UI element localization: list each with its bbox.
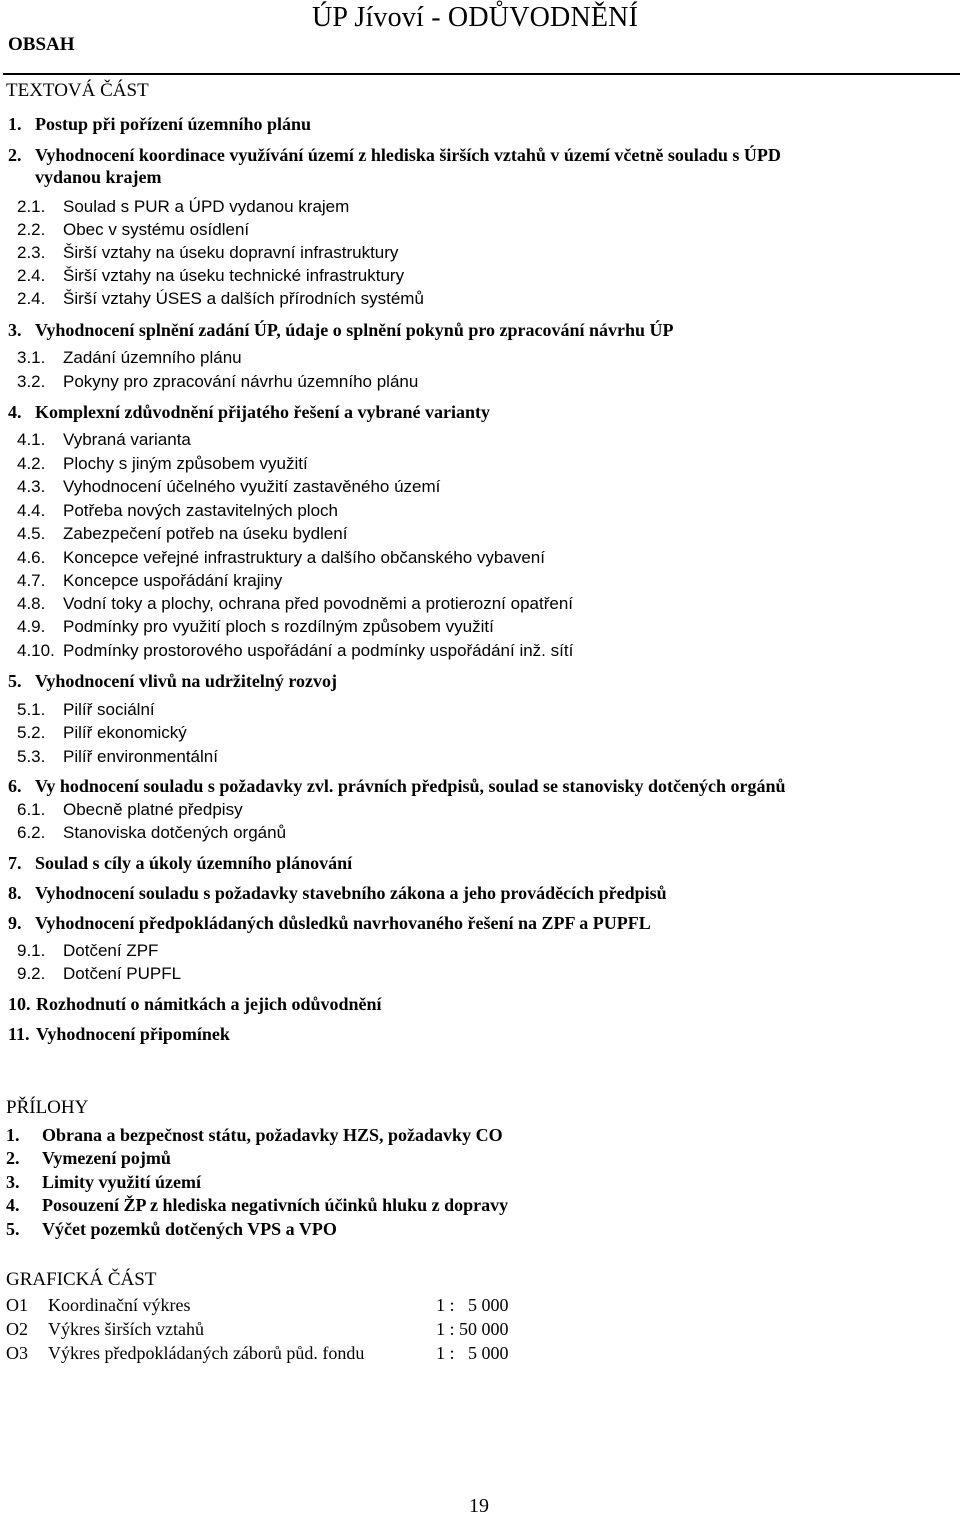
toc-text: Obecně platné předpisy [63, 800, 243, 819]
toc-number: 4.10. [17, 641, 55, 660]
toc-subchapter [17, 548, 545, 568]
toc-text: Vyhodnocení připomínek [36, 1024, 230, 1044]
toc-subchapter [17, 477, 440, 497]
toc-text: Pilíř sociální [63, 700, 155, 719]
drawing-scale: 1 : 5 000 [436, 1343, 509, 1363]
toc-text: Vy hodnocení souladu s požadavky zvl. právních předpisů, soulad se stanovisky dotčených orgánů [35, 776, 786, 796]
textova-cast-heading: TEXTOVÁ ČÁST [6, 80, 149, 101]
toc-subchapter [17, 266, 404, 286]
toc-number: 2.3. [17, 243, 46, 262]
toc-text: Soulad s PUR a ÚPD vydanou krajem [63, 197, 350, 216]
toc-subchapter [17, 800, 243, 820]
toc-text: Vyhodnocení vlivů na udržitelný rozvoj [35, 671, 338, 691]
toc-number: 3.2. [17, 372, 46, 391]
toc-chapter-continuation: vydanou krajem [35, 167, 162, 187]
toc-number: 4.7. [17, 571, 46, 590]
priloha-text: Obrana a bezpečnost státu, požadavky HZS, požadavky CO [42, 1125, 503, 1145]
toc-chapter [8, 671, 337, 692]
drawing-name: Koordinační výkres [48, 1295, 191, 1315]
toc-number: 4.1. [17, 430, 46, 449]
toc-number: 5.1. [17, 700, 46, 719]
priloha-text: Výčet pozemků dotčených VPS a VPO [42, 1219, 337, 1239]
toc-text: Rozhodnutí o námitkách a jejich odůvodnění [36, 994, 382, 1014]
toc-subchapter [17, 524, 347, 544]
toc-number: 6.1. [17, 800, 46, 819]
toc-text: Pilíř ekonomický [63, 723, 187, 742]
toc-chapter [8, 114, 311, 135]
priloha-text: Vymezení pojmů [42, 1148, 171, 1168]
toc-text: Zadání územního plánu [63, 348, 242, 367]
priloha-text: Posouzení ŽP z hlediska negativních účinků hluku z dopravy [42, 1195, 509, 1215]
priloha-number: 2. [6, 1148, 20, 1168]
drawing-row [6, 1319, 509, 1340]
toc-number: 10. [8, 994, 31, 1014]
toc-text: Pilíř environmentální [63, 747, 218, 766]
document-title: ÚP Jívoví - ODŮVODNĚNÍ [312, 2, 639, 33]
toc-subchapter [17, 941, 158, 961]
toc-number: 4.9. [17, 617, 46, 636]
toc-text: Širší vztahy ÚSES a dalších přírodních systémů [63, 289, 424, 308]
contents-label: OBSAH [8, 34, 75, 55]
priloha-number: 1. [6, 1125, 20, 1145]
drawing-name: Výkres širších vztahů [48, 1319, 204, 1339]
toc-subchapter [17, 454, 308, 474]
toc-number: 2. [8, 145, 22, 165]
toc-subchapter [17, 700, 155, 720]
toc-number: 4. [8, 402, 22, 422]
toc-text: Vyhodnocení předpokládaných důsledků navrhovaného řešení na ZPF a PUPFL [35, 913, 651, 933]
toc-subchapter [17, 220, 249, 240]
toc-number: 2.2. [17, 220, 46, 239]
drawing-row [6, 1295, 509, 1316]
toc-number: 3.1. [17, 348, 46, 367]
toc-subchapter [17, 348, 242, 368]
toc-text: Plochy s jiným způsobem využití [63, 454, 308, 473]
toc-number: 4.5. [17, 524, 46, 543]
priloha-item [6, 1125, 503, 1146]
toc-text: Koncepce veřejné infrastruktury a dalšího občanského vybavení [63, 548, 545, 567]
toc-number: 4.2. [17, 454, 46, 473]
toc-number: 6. [8, 776, 22, 796]
toc-chapter [8, 913, 651, 934]
prilohy-heading: PŘÍLOHY [6, 1097, 89, 1118]
toc-chapter [8, 1024, 230, 1045]
priloha-number: 5. [6, 1219, 20, 1239]
graficka-cast-heading: GRAFICKÁ ČÁST [6, 1269, 157, 1290]
priloha-text: Limity využití území [42, 1172, 201, 1192]
drawing-code: O2 [6, 1319, 28, 1339]
toc-chapter [8, 776, 786, 797]
priloha-item [6, 1148, 171, 1169]
toc-subchapter [17, 641, 573, 661]
toc-text: Stanoviska dotčených orgánů [63, 823, 287, 842]
toc-text: Vodní toky a plochy, ochrana před povodněmi a protierozní opatření [63, 594, 574, 613]
toc-number: 5.2. [17, 723, 46, 742]
toc-number: 9. [8, 913, 22, 933]
toc-text: Obec v systému osídlení [63, 220, 250, 239]
toc-subchapter [17, 617, 494, 637]
toc-subchapter [17, 197, 349, 217]
toc-subchapter [17, 723, 187, 743]
drawing-code: O1 [6, 1295, 28, 1315]
toc-text: Širší vztahy na úseku technické infrastruktury [63, 266, 405, 285]
toc-text: Postup při pořízení územního plánu [35, 114, 312, 134]
page-number: 19 [469, 1495, 489, 1517]
toc-text: Vyhodnocení koordinace využívání území z hlediska širších vztahů v území včetně souladu s ÚPD [35, 145, 781, 165]
drawing-scale: 1 : 50 000 [436, 1319, 509, 1339]
drawing-row [6, 1343, 509, 1364]
toc-subchapter [17, 964, 181, 984]
toc-text: Širší vztahy na úseku dopravní infrastruktury [63, 243, 399, 262]
toc-text: Potřeba nových zastavitelných ploch [63, 501, 338, 520]
toc-number: 3. [8, 320, 22, 340]
toc-text: Soulad s cíly a úkoly územního plánování [35, 853, 353, 873]
priloha-number: 4. [6, 1195, 20, 1215]
toc-number: 9.2. [17, 964, 46, 983]
toc-text: Vyhodnocení účelného využití zastavěného území [63, 477, 441, 496]
drawing-code: O3 [6, 1343, 28, 1363]
toc-text: Vyhodnocení souladu s požadavky stavebního zákona a jeho prováděcích předpisů [35, 883, 667, 903]
toc-number: 9.1. [17, 941, 46, 960]
toc-number: 2.4. [17, 289, 46, 308]
toc-text: Vybraná varianta [63, 430, 191, 449]
drawing-scale: 1 : 5 000 [436, 1295, 509, 1315]
toc-number: 5. [8, 671, 22, 691]
toc-text: Komplexní zdůvodnění přijatého řešení a vybrané varianty [35, 402, 491, 422]
toc-chapter [8, 883, 667, 904]
toc-subchapter [17, 289, 424, 309]
toc-subchapter [17, 243, 398, 263]
header-divider [3, 73, 960, 75]
toc-subchapter [17, 571, 282, 591]
toc-text: Vyhodnocení splnění zadání ÚP, údaje o splnění pokynů pro zpracování návrhu ÚP [35, 320, 674, 340]
toc-chapter [8, 145, 781, 166]
toc-subchapter [17, 747, 218, 767]
toc-number: 7. [8, 853, 22, 873]
toc-number: 8. [8, 883, 22, 903]
toc-number: 4.8. [17, 594, 46, 613]
toc-number: 5.3. [17, 747, 46, 766]
toc-subchapter [17, 823, 286, 843]
toc-text: Dotčení ZPF [63, 941, 159, 960]
toc-text: Zabezpečení potřeb na úseku bydlení [63, 524, 348, 543]
toc-number: 2.1. [17, 197, 46, 216]
toc-text: Pokyny pro zpracování návrhu územního plánu [63, 372, 419, 391]
toc-number: 6.2. [17, 823, 46, 842]
toc-chapter [8, 320, 674, 341]
toc-number: 4.4. [17, 501, 46, 520]
toc-subchapter [17, 430, 191, 450]
toc-text: Podmínky pro využití ploch s rozdílným způsobem využití [63, 617, 494, 636]
toc-chapter [8, 402, 490, 423]
toc-number: 1. [8, 114, 22, 134]
priloha-item [6, 1195, 508, 1216]
drawing-name: Výkres předpokládaných záborů půd. fondu [48, 1343, 365, 1363]
toc-subchapter [17, 372, 418, 392]
toc-subchapter [17, 594, 573, 614]
toc-number: 4.3. [17, 477, 46, 496]
priloha-number: 3. [6, 1172, 20, 1192]
toc-number: 11. [8, 1024, 30, 1044]
toc-text: Dotčení PUPFL [63, 964, 182, 983]
toc-text: Podmínky prostorového uspořádání a podmínky uspořádání inž. sítí [63, 641, 574, 660]
toc-text: Koncepce uspořádání krajiny [63, 571, 283, 590]
toc-number: 2.4. [17, 266, 46, 285]
toc-subchapter [17, 501, 338, 521]
toc-chapter [8, 994, 382, 1015]
priloha-item [6, 1219, 337, 1240]
toc-chapter [8, 853, 352, 874]
toc-number: 4.6. [17, 548, 46, 567]
priloha-item [6, 1172, 201, 1193]
